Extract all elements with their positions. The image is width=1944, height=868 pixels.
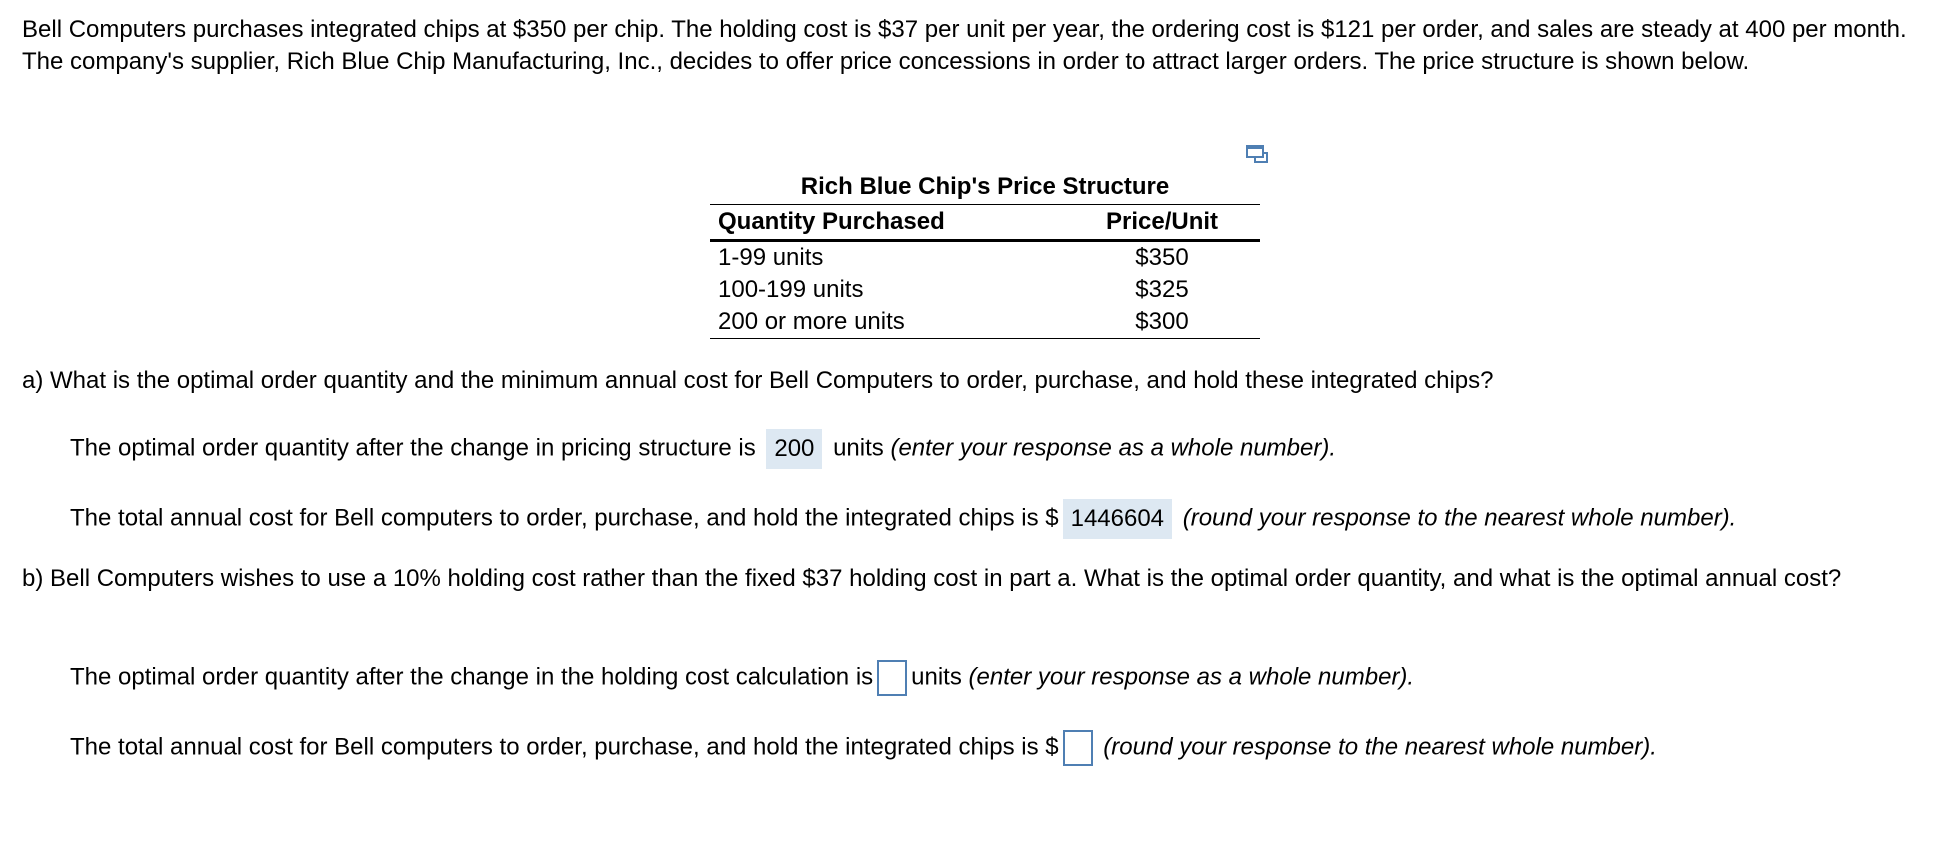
- part-b-cost-hint: (round your response to the nearest whole number).: [1103, 733, 1657, 761]
- part-b-question: b) Bell Computers wishes to use a 10% holding cost rather than the fixed $37 holding cost in part a. What is the optimal order quantity, and what is the optimal annual cost?: [22, 565, 1842, 592]
- part-a-question: a) What is the optimal order quantity and the minimum annual cost for Bell Computers to order, purchase, and hold these integrated chips?: [22, 367, 1494, 394]
- part-b-quantity-suffix: units: [911, 663, 962, 691]
- quantity-cell: 100-199 units: [718, 276, 864, 303]
- popout-window-icon[interactable]: [1245, 143, 1271, 167]
- table-row: [710, 241, 1260, 275]
- part-b-quantity-prefix: The optimal order quantity after the change in the holding cost calculation is: [70, 663, 874, 691]
- part-a-cost-prefix: The total annual cost for Bell computers to order, purchase, and hold the integrated chips is $: [70, 504, 1059, 532]
- table-title: Rich Blue Chip's Price Structure: [800, 173, 1170, 200]
- part-a-cost-hint: (round your response to the nearest whole number).: [1182, 504, 1737, 532]
- part-a-quantity-suffix: units: [833, 434, 884, 462]
- part-b-quantity-input[interactable]: [877, 660, 907, 696]
- part-b-quantity-line: [70, 660, 1414, 696]
- quantity-cell: 1-99 units: [718, 244, 824, 271]
- part-a-quantity-hint: (enter your response as a whole number).: [890, 434, 1337, 462]
- quantity-cell: 200 or more units: [718, 308, 905, 335]
- price-cell: $325: [1135, 276, 1189, 303]
- table-row: [710, 306, 1260, 339]
- part-b-cost-line: [70, 730, 1657, 766]
- table-row: [710, 274, 1260, 306]
- price-structure-table: [710, 170, 1260, 339]
- part-a-quantity-line: [70, 429, 1336, 469]
- part-b-quantity-hint: (enter your response as a whole number).: [968, 663, 1415, 691]
- problem-intro: Bell Computers purchases integrated chips at $350 per chip. The holding cost is $37 per unit per year, the ordering cost is $121 per order, and sales are steady at 400 per month. The company's supplier, Rich Blue Chip Manufacturing, Inc., decides to offer price concessions in order to attract larger orders. The price structure is shown below.: [22, 16, 1907, 75]
- part-a-cost-line: [70, 499, 1736, 539]
- part-a-quantity-prefix: The optimal order quantity after the change in pricing structure is: [70, 434, 756, 462]
- column-header-quantity: Quantity Purchased: [718, 208, 945, 235]
- price-cell: $300: [1135, 308, 1189, 335]
- part-a-quantity-answer[interactable]: 200: [766, 429, 822, 469]
- price-cell: $350: [1135, 244, 1189, 271]
- part-a-cost-answer[interactable]: 1446604: [1063, 499, 1172, 539]
- part-b-cost-input[interactable]: [1063, 730, 1093, 766]
- column-header-price: Price/Unit: [1105, 208, 1219, 235]
- part-b-cost-prefix: The total annual cost for Bell computers to order, purchase, and hold the integrated chips is $: [70, 733, 1059, 761]
